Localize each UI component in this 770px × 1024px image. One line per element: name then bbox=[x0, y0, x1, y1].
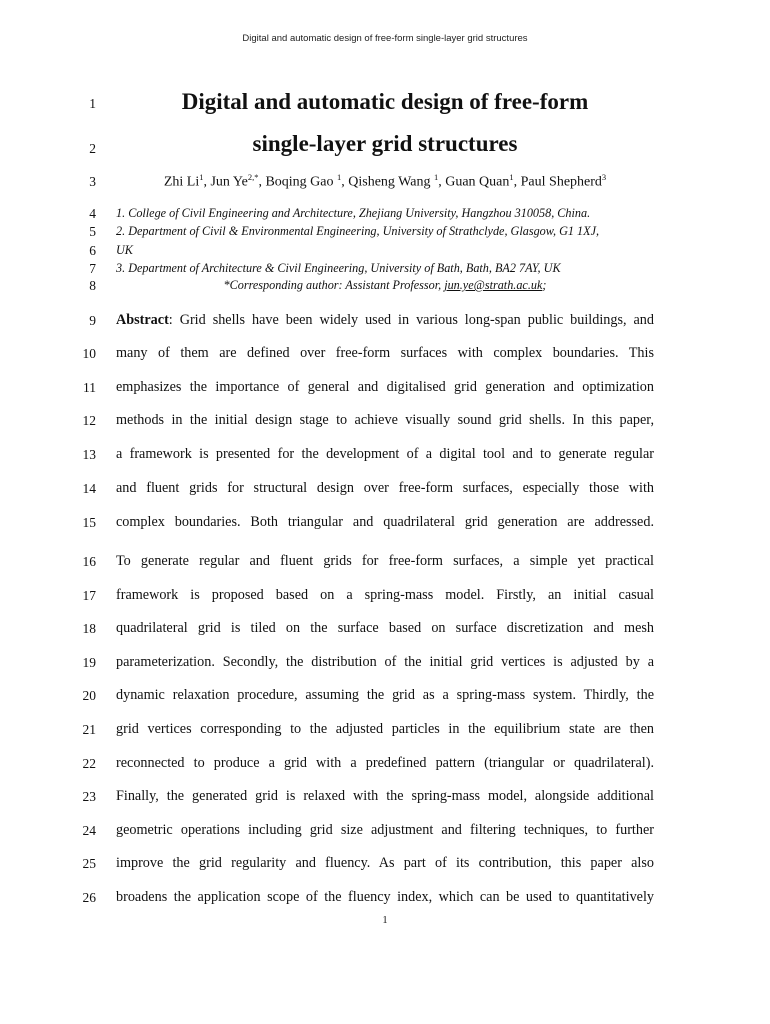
line-number: 18 bbox=[82, 621, 96, 636]
paper-title-line-1: Digital and automatic design of free-form bbox=[181, 89, 589, 114]
author-affiliation-mark: 2,* bbox=[247, 172, 259, 182]
abstract-line: methods in the initial design stage to achieve visually sound grid shells. In this paper, bbox=[116, 412, 654, 428]
author-name: Jun Ye bbox=[210, 174, 248, 190]
line-number: 25 bbox=[82, 856, 96, 871]
corresponding-email-link[interactable]: jun.ye@strath.ac.uk bbox=[444, 278, 543, 292]
abstract-line: parameterization. Secondly, the distribution of the initial grid vertices is adjusted by a bbox=[116, 654, 654, 670]
line-number: 4 bbox=[89, 206, 96, 221]
line-number: 21 bbox=[82, 722, 96, 737]
line-number: 7 bbox=[89, 261, 96, 276]
author-name: Qisheng Wang bbox=[348, 174, 434, 190]
line-number: 6 bbox=[89, 243, 96, 258]
abstract-line: a framework is presented for the development of a digital tool and to generate regular bbox=[116, 446, 654, 462]
abstract-line: broadens the application scope of the fluency index, which can be used to quantitatively bbox=[116, 889, 654, 905]
author-name: Zhi Li bbox=[163, 174, 200, 190]
abstract-label: Abstract bbox=[116, 312, 169, 328]
abstract-line: grid vertices corresponding to the adjusted particles in the equilibrium state are then bbox=[116, 721, 654, 737]
author-separator: , bbox=[203, 174, 211, 190]
line-number: 3 bbox=[89, 174, 96, 189]
author-affiliation-mark: 1 bbox=[337, 172, 342, 182]
corresponding-author-label: *Corresponding author: Assistant Professor, bbox=[223, 278, 445, 292]
abstract-line: quadrilateral grid is tiled on the surface based on surface discretization and mesh bbox=[116, 620, 654, 636]
abstract-line: complex boundaries. Both triangular and quadrilateral grid generation are addressed. bbox=[116, 514, 654, 530]
line-number: 10 bbox=[82, 346, 96, 361]
line-number: 17 bbox=[82, 588, 96, 603]
author-separator: , bbox=[438, 174, 446, 190]
abstract-line: dynamic relaxation procedure, assuming the grid as a spring-mass system. Thirdly, the bbox=[116, 687, 654, 703]
line-number: 13 bbox=[82, 447, 96, 462]
author-separator: , bbox=[513, 174, 521, 190]
abstract-line bbox=[116, 312, 654, 329]
author-name: Paul Shepherd bbox=[520, 174, 602, 190]
line-number: 22 bbox=[82, 756, 96, 771]
line-number: 16 bbox=[82, 554, 96, 569]
line-number: 15 bbox=[82, 515, 96, 530]
abstract-line: emphasizes the importance of general and digitalised grid generation and optimization bbox=[116, 379, 654, 395]
line-number: 26 bbox=[82, 890, 96, 905]
line-number: 1 bbox=[89, 96, 96, 111]
author-affiliation-mark: 1 bbox=[199, 172, 204, 182]
author-affiliation-mark: 3 bbox=[601, 172, 607, 182]
abstract-line: Finally, the generated grid is relaxed with the spring-mass model, alongside additional bbox=[116, 788, 654, 804]
affiliation-1: 1. College of Civil Engineering and Architecture, Zhejiang University, Hangzhou 310058, China. bbox=[116, 206, 591, 220]
abstract-first-line: : Grid shells have been widely used in various long-span public buildings, and bbox=[168, 312, 654, 328]
abstract-line: improve the grid regularity and fluency. As part of its contribution, this paper also bbox=[116, 855, 654, 871]
author-separator: , bbox=[341, 174, 349, 190]
abstract-line: To generate regular and fluent grids for free-form surfaces, a simple yet practical bbox=[116, 553, 654, 569]
line-number: 11 bbox=[83, 380, 96, 395]
line-number: 24 bbox=[82, 823, 96, 838]
line-number: 19 bbox=[82, 655, 96, 670]
author-affiliation-mark: 1 bbox=[433, 172, 439, 182]
author-list bbox=[116, 172, 654, 191]
running-header: Digital and automatic design of free-form single-layer grid structures bbox=[242, 33, 528, 44]
author-affiliation-mark: 1 bbox=[509, 172, 514, 182]
author-name: Guan Quan bbox=[445, 174, 510, 190]
line-number: 5 bbox=[89, 224, 96, 239]
line-number: 2 bbox=[89, 141, 96, 156]
abstract-line: many of them are defined over free-form surfaces with complex boundaries. This bbox=[116, 345, 654, 361]
line-number: 14 bbox=[82, 481, 96, 496]
affiliation-3: 3. Department of Architecture & Civil Engineering, University of Bath, Bath, BA2 7AY, UK bbox=[116, 261, 561, 275]
affiliation-2: 2. Department of Civil & Environmental Engineering, University of Strathclyde, Glasgow, G1 1XJ, bbox=[116, 224, 600, 238]
corresponding-author bbox=[116, 278, 654, 293]
page-number: 1 bbox=[382, 915, 388, 926]
abstract-line: framework is proposed based on a spring-mass model. Firstly, an initial casual bbox=[116, 587, 654, 603]
abstract-line: reconnected to produce a grid with a predefined pattern (triangular or quadrilateral). bbox=[116, 755, 654, 771]
line-number: 8 bbox=[89, 278, 96, 293]
author-separator: , bbox=[258, 174, 266, 190]
line-number: 12 bbox=[82, 413, 96, 428]
corresponding-author-suffix: ; bbox=[542, 278, 547, 292]
paper-title-line-2: single-layer grid structures bbox=[252, 131, 518, 156]
line-number: 9 bbox=[89, 313, 96, 328]
line-number: 20 bbox=[82, 688, 96, 703]
affiliation-2-continued: UK bbox=[116, 243, 133, 257]
abstract-line: and fluent grids for structural design over free-form surfaces, especially those with bbox=[116, 480, 654, 496]
abstract-line: geometric operations including grid size adjustment and filtering techniques, to further bbox=[116, 822, 654, 838]
line-number: 23 bbox=[82, 789, 96, 804]
author-name: Boqing Gao bbox=[265, 174, 338, 190]
